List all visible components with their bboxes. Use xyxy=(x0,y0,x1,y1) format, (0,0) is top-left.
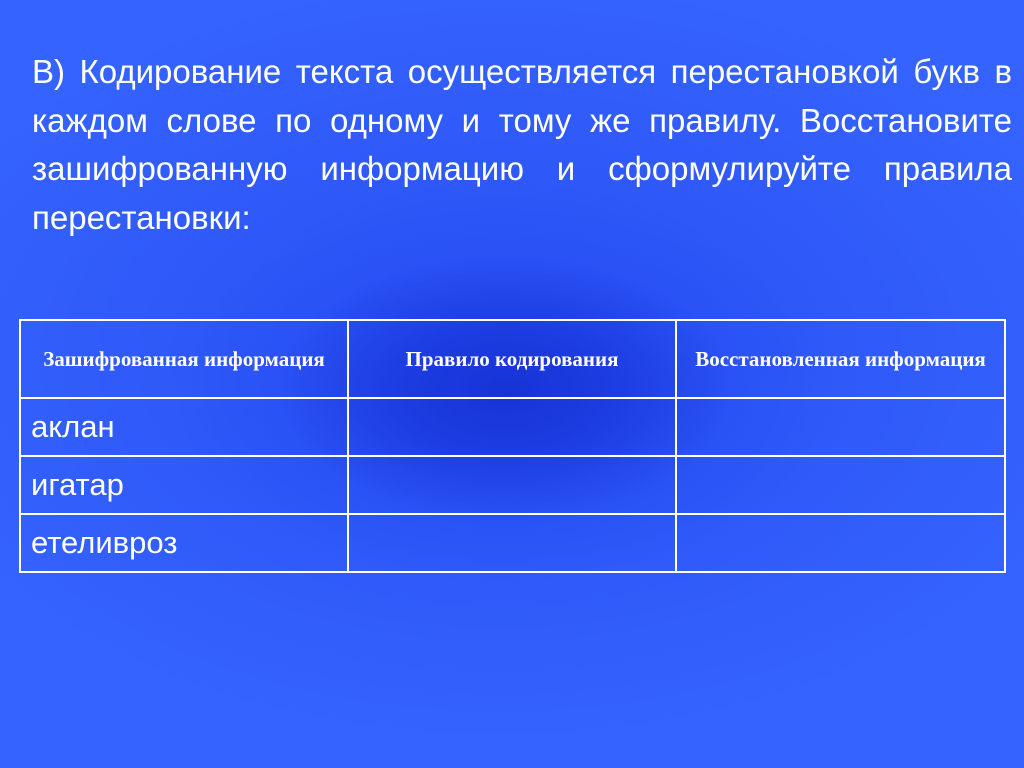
table-row xyxy=(20,456,1005,514)
restored-word-cell xyxy=(676,514,1005,572)
rule-cell xyxy=(348,514,676,572)
table-row xyxy=(20,398,1005,456)
cipher-table xyxy=(19,319,1006,573)
restored-word-cell xyxy=(676,456,1005,514)
encoded-word-cell: игатар xyxy=(20,456,348,514)
encoded-word-cell: аклан xyxy=(20,398,348,456)
rule-cell xyxy=(348,456,676,514)
table-row xyxy=(20,514,1005,572)
task-text: В) Кодирование текста осуществляется перестановкой букв в каждом слове по одному и тому же правилу. Восстановите зашифрованную информацию и сформулируйте правила перестановки: xyxy=(32,53,1012,236)
table-header-row xyxy=(20,320,1005,398)
header-encoded-info: Зашифрованная информация xyxy=(20,320,348,398)
restored-word-cell xyxy=(676,398,1005,456)
header-coding-rule: Правило кодирования xyxy=(348,320,676,398)
header-restored-info: Восстановленная информация xyxy=(676,320,1005,398)
encoded-word-cell: етеливроз xyxy=(20,514,348,572)
rule-cell xyxy=(348,398,676,456)
